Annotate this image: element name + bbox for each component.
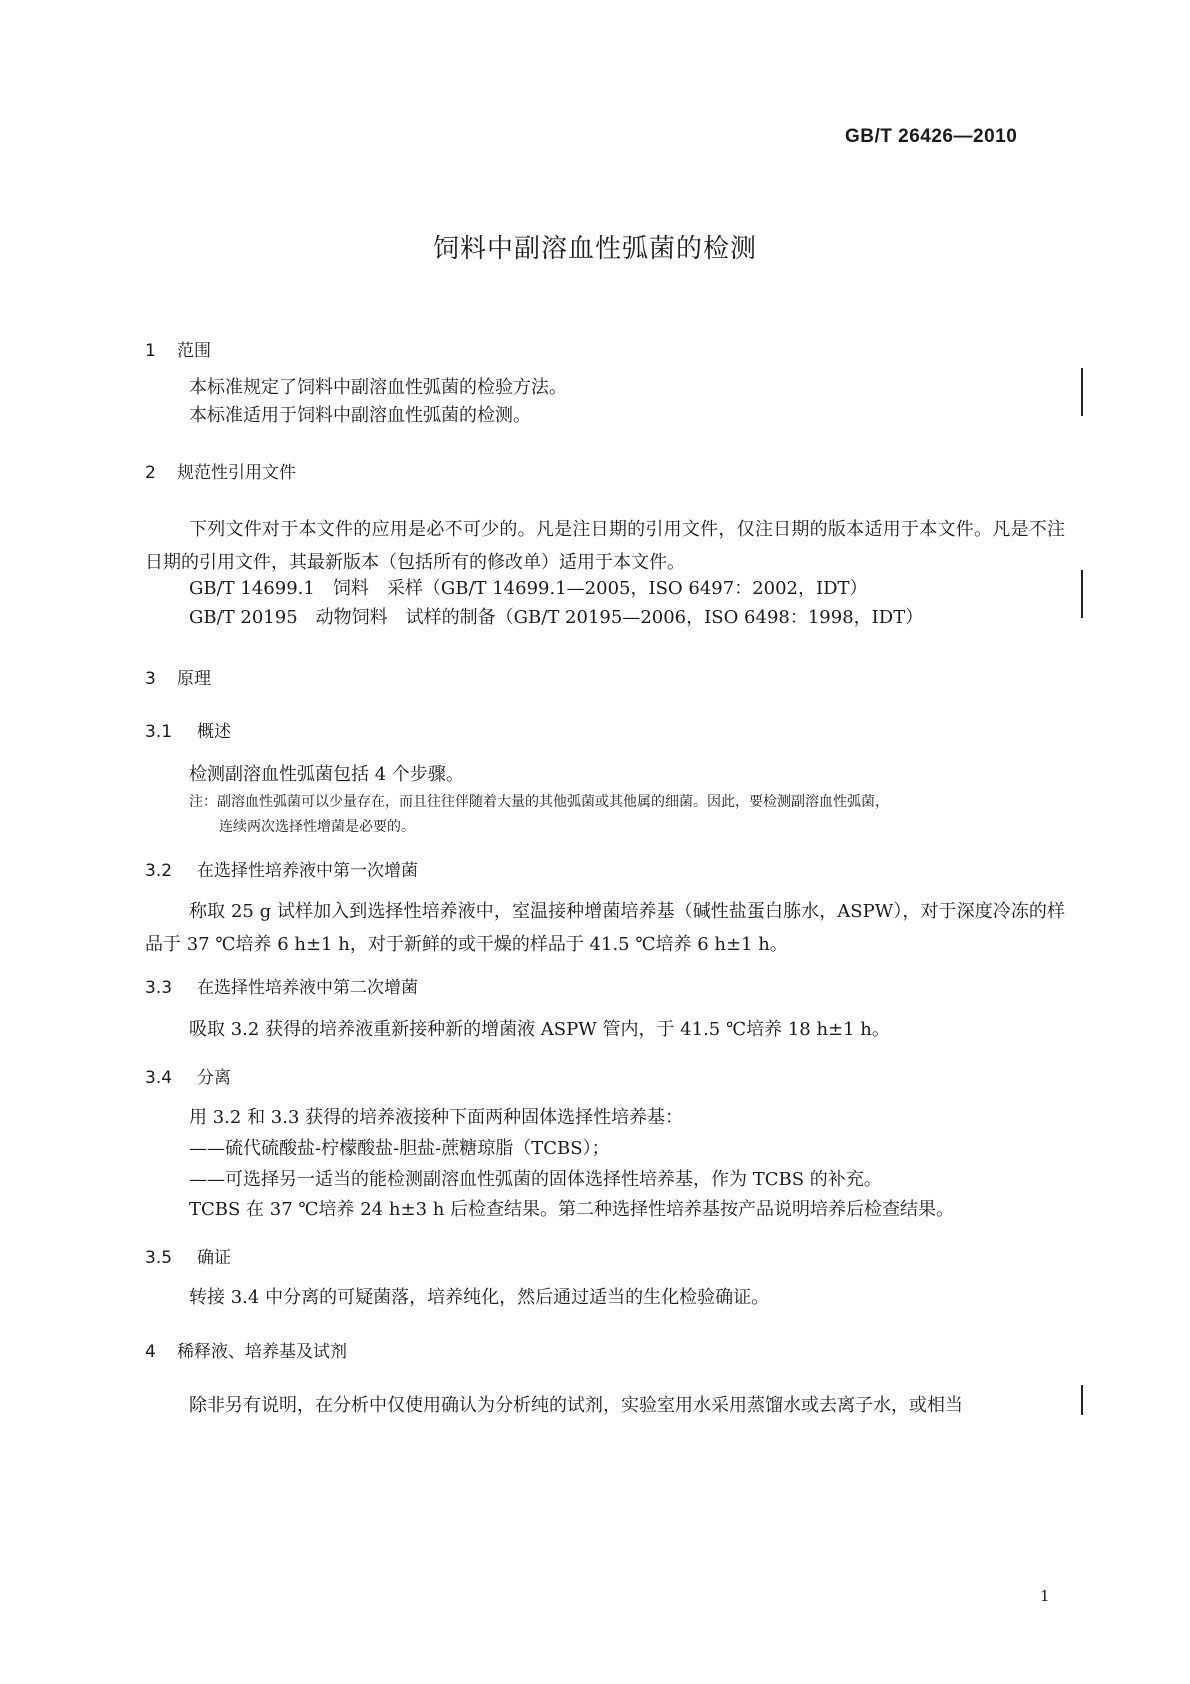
s32-text: 称取 25 g 试样加入到选择性培养液中，室温接种增菌培养基（碱性盐蛋白胨水，ASPW），对于深度冷冻的样品于 37 ℃培养 6 h±1 h，对于新鲜的或干燥的样品于 41.5 ℃培养 6 h±1 h。 xyxy=(145,901,1065,955)
section-3-2-heading xyxy=(145,856,418,881)
section-1-heading xyxy=(145,336,211,361)
s31-text: 检测副溶血性弧菌包括 4 个步骤。 xyxy=(189,764,464,785)
s31-note-line-1: 注：副溶血性弧菌可以少量存在，而且往往伴随着大量的其他弧菌或其他属的细菌。因此，要检测副溶血性弧菌， xyxy=(189,794,889,810)
standard-number: GB/T 26426—2010 xyxy=(845,126,1018,147)
section-number: 3.1 xyxy=(145,722,173,742)
change-bar xyxy=(1081,1385,1083,1415)
s2-ref-1: GB/T 14699.1 饲料 采样（GB/T 14699.1—2005，ISO 6497：2002，IDT） xyxy=(189,578,868,599)
section-title: 分离 xyxy=(197,1068,231,1088)
section-number: 3.2 xyxy=(145,861,173,881)
s34-line-4: TCBS 在 37 ℃培养 24 h±3 h 后检查结果。第二种选择性培养基按产品说明培养后检查结果。 xyxy=(189,1199,955,1220)
s34-line-2: ——硫代硫酸盐-柠檬酸盐-胆盐-蔗糖琼脂（TCBS）； xyxy=(189,1138,610,1159)
section-number: 2 xyxy=(145,463,156,483)
section-number: 4 xyxy=(145,1342,156,1362)
change-bar xyxy=(1081,570,1083,618)
s35-text: 转接 3.4 中分离的可疑菌落，培养纯化，然后通过适当的生化检验确证。 xyxy=(189,1287,770,1308)
s4-text: 除非另有说明，在分析中仅使用确认为分析纯的试剂，实验室用水采用蒸馏水或去离子水，或相当 xyxy=(189,1395,963,1416)
section-title: 范围 xyxy=(177,341,211,361)
change-bar xyxy=(1081,368,1083,416)
section-title: 在选择性培养液中第二次增菌 xyxy=(197,978,418,998)
section-number: 3 xyxy=(145,669,156,689)
section-title: 规范性引用文件 xyxy=(177,463,296,483)
s31-note-line-2: 连续两次选择性增菌是必要的。 xyxy=(219,819,415,835)
s2-intro: 下列文件对于本文件的应用是必不可少的。凡是注日期的引用文件，仅注日期的版本适用于本文件。凡是不注日期的引用文件，其最新版本（包括所有的修改单）适用于本文件。 xyxy=(145,519,1065,573)
section-3-3-heading xyxy=(145,973,418,998)
section-3-heading xyxy=(145,664,211,689)
s34-line-3: ——可选择另一适当的能检测副溶血性弧菌的固体选择性培养基，作为 TCBS 的补充。 xyxy=(189,1169,882,1190)
section-4-heading xyxy=(145,1337,347,1362)
document-title: 饲料中副溶血性弧菌的检测 xyxy=(432,234,757,264)
section-2-heading xyxy=(145,458,296,483)
section-number: 1 xyxy=(145,341,156,361)
s1-line-1: 本标准规定了饲料中副溶血性弧菌的检验方法。 xyxy=(189,377,567,398)
section-number: 3.4 xyxy=(145,1068,173,1088)
s33-text: 吸取 3.2 获得的培养液重新接种新的增菌液 ASPW 管内，于 41.5 ℃培养 18 h±1 h。 xyxy=(189,1019,890,1040)
section-title: 确证 xyxy=(197,1248,231,1268)
section-3-4-heading xyxy=(145,1063,231,1088)
section-number: 3.5 xyxy=(145,1248,173,1268)
section-3-5-heading xyxy=(145,1243,231,1268)
section-title: 原理 xyxy=(177,669,211,689)
s1-line-2: 本标准适用于饲料中副溶血性弧菌的检测。 xyxy=(189,405,531,426)
section-title: 概述 xyxy=(197,722,231,742)
section-title: 在选择性培养液中第一次增菌 xyxy=(197,861,418,881)
section-number: 3.3 xyxy=(145,978,173,998)
s34-line-1: 用 3.2 和 3.3 获得的培养液接种下面两种固体选择性培养基： xyxy=(189,1107,684,1128)
section-title: 稀释液、培养基及试剂 xyxy=(177,1342,347,1362)
page-number: 1 xyxy=(1040,1587,1050,1605)
s2-ref-2: GB/T 20195 动物饲料 试样的制备（GB/T 20195—2006，ISO 6498：1998，IDT） xyxy=(189,607,924,628)
section-3-1-heading xyxy=(145,717,231,742)
